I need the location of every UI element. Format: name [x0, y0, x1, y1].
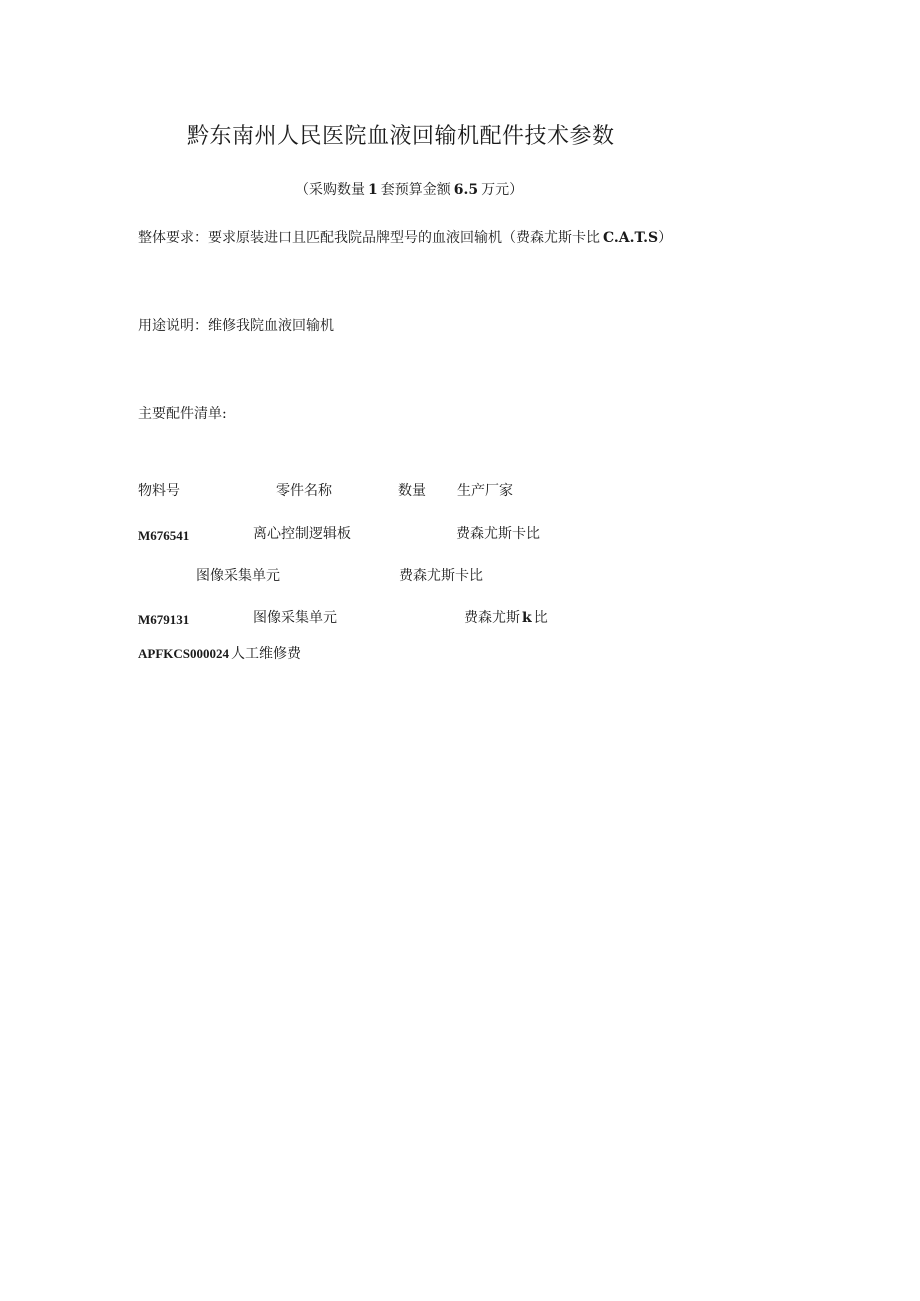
- requirement-text: 整体要求：要求原装进口且匹配我院品牌型号的血液回输机（费森尤斯卡比: [138, 230, 600, 246]
- row-3-manufacturer-pre: 费森尤斯: [464, 610, 520, 626]
- row-1-manufacturer: 费森尤斯卡比: [456, 526, 540, 542]
- row-2-manufacturer: 费森尤斯卡比: [399, 568, 483, 584]
- row-1-material-no: M676541: [138, 528, 190, 543]
- row-2-part-name: 图像采集单元: [196, 568, 280, 584]
- header-quantity: 数量: [398, 483, 426, 499]
- row-3-part-name: 图像采集单元: [253, 610, 337, 626]
- summary-prefix: （采购数量: [295, 182, 365, 198]
- row-3-manufacturer-mid: k: [522, 610, 532, 626]
- purpose-statement: 用途说明：维修我院血液回输机: [138, 318, 334, 334]
- procurement-summary: [295, 183, 523, 197]
- row-4: [138, 647, 301, 661]
- requirement-close: ）: [658, 230, 673, 246]
- summary-suffix: 万元）: [481, 182, 524, 198]
- summary-mid: 套预算金额: [380, 182, 451, 198]
- row-3-material-no: M679131: [138, 612, 190, 627]
- header-part-name: 零件名称: [276, 483, 332, 499]
- row-3-manufacturer-post: 比: [533, 610, 548, 626]
- parts-list-heading: 主要配件清单:: [138, 406, 227, 422]
- requirement-model: C.A.T.S: [603, 230, 659, 246]
- overall-requirement: [138, 231, 672, 245]
- summary-amount: 6.5: [453, 182, 479, 198]
- row-4-part-name: 人工维修费: [231, 646, 301, 662]
- row-3-manufacturer: [464, 611, 548, 625]
- summary-quantity: 1: [368, 182, 378, 198]
- document-title: 黔东南州人民医院血液回输机配件技术参数: [187, 124, 615, 149]
- row-4-material-no: APFKCS000024: [138, 646, 229, 661]
- header-material-no: 物料号: [138, 483, 180, 499]
- header-manufacturer: 生产厂家: [457, 483, 513, 499]
- row-1-part-name: 离心控制逻辑板: [253, 526, 351, 542]
